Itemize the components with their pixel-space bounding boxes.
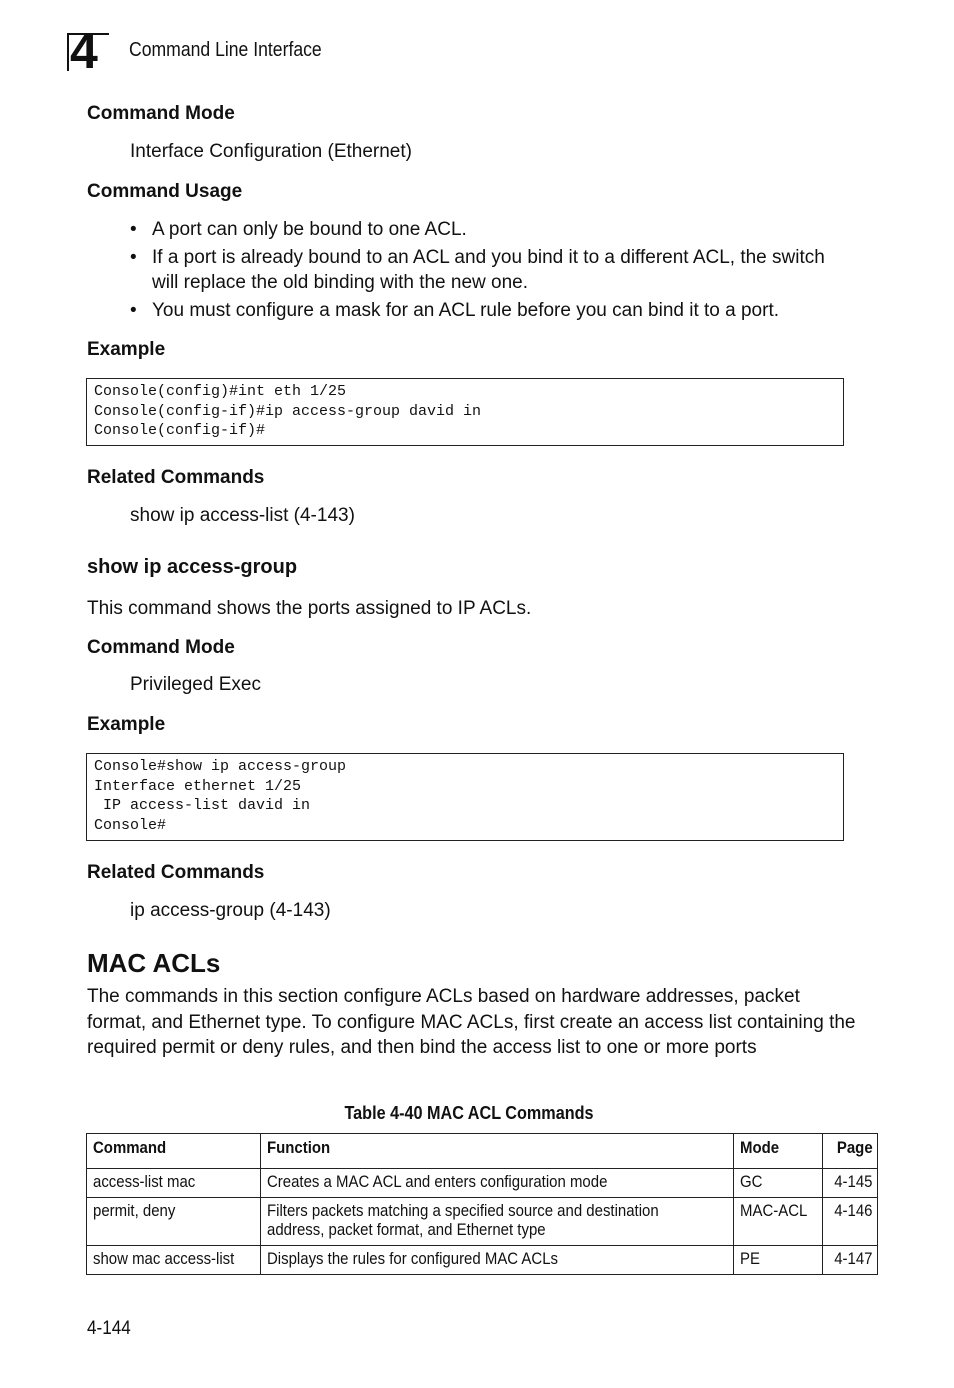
usage-item: • If a port is already bound to an ACL and you bind it to a different ACL, the switch will replace the old binding with the new one.: [130, 245, 850, 295]
section-title: MAC ACLs: [87, 948, 221, 978]
code-line: Interface ethernet 1/25: [94, 777, 302, 795]
usage-item: • You must configure a mask for an ACL rule before you can bind it to a port.: [130, 298, 850, 323]
table-cell: 4-145: [823, 1169, 877, 1198]
usage-item: • A port can only be bound to one ACL.: [130, 217, 850, 242]
code-line: Console#show ip access-group: [94, 758, 347, 775]
related-commands-heading: Related Commands: [87, 862, 265, 883]
column-header: Command: [87, 1134, 261, 1169]
code-line: Console(config-if)#ip access-group david in: [94, 402, 482, 420]
table-cell: MAC-ACL: [733, 1198, 823, 1246]
table-cell: Filters packets matching a specified source and destination address, packet format, and Ethernet type: [260, 1198, 733, 1246]
table-caption: Table 4-40 MAC ACL Commands: [344, 1103, 594, 1123]
example-code-block: [86, 753, 844, 841]
example-heading: Example: [87, 714, 166, 735]
table-row: [87, 1246, 878, 1275]
column-header: Page: [823, 1134, 877, 1169]
table-cell: show mac access-list: [87, 1246, 261, 1275]
command-title: show ip access-group: [87, 556, 298, 578]
page-number: 4-144: [87, 1318, 131, 1339]
column-header: Mode: [733, 1134, 823, 1169]
code-line: IP access-list david in: [94, 797, 311, 814]
example-heading: Example: [87, 339, 166, 360]
mac-acl-commands-table: [86, 1133, 878, 1275]
code-line: Console(config-if)#: [94, 422, 266, 439]
table-cell: Creates a MAC ACL and enters configuration mode: [260, 1169, 733, 1198]
command-description: This command shows the ports assigned to IP ACLs.: [87, 598, 532, 619]
section-paragraph: The commands in this section configure ACLs based on hardware addresses, packet format, and Ethernet type. To configure MAC ACLs, first create an access list containing the required permit or deny rules, and then bind the access list to one or more ports: [87, 986, 856, 1058]
command-usage-list: [130, 217, 850, 326]
table-header-row: [87, 1134, 878, 1169]
command-mode-value: Interface Configuration (Ethernet): [130, 141, 412, 162]
table-cell: 4-147: [823, 1246, 877, 1275]
related-command-ref: show ip access-list (4-143): [130, 505, 355, 526]
code-line: Console(config)#int eth 1/25: [94, 383, 347, 400]
related-command-ref: ip access-group (4-143): [130, 900, 331, 921]
code-line: Console#: [94, 816, 167, 834]
table-cell: access-list mac: [87, 1169, 261, 1198]
table-row: [87, 1169, 878, 1198]
column-header: Function: [260, 1134, 733, 1169]
command-mode-heading: Command Mode: [87, 637, 235, 658]
example-code-block: [86, 378, 844, 446]
command-mode-value: Privileged Exec: [130, 674, 261, 695]
table-cell: 4-146: [823, 1198, 877, 1246]
table-cell: PE: [733, 1246, 823, 1275]
command-usage-heading: Command Usage: [87, 181, 243, 202]
table-cell: Displays the rules for configured MAC ACLs: [260, 1246, 733, 1275]
table-row: [87, 1198, 878, 1246]
table-cell: permit, deny: [87, 1198, 261, 1246]
command-mode-heading: Command Mode: [87, 103, 235, 124]
related-commands-heading: Related Commands: [87, 467, 265, 488]
chapter-number: 4: [70, 23, 98, 79]
table-cell: GC: [733, 1169, 823, 1198]
running-header-title: Command Line Interface: [129, 39, 322, 61]
